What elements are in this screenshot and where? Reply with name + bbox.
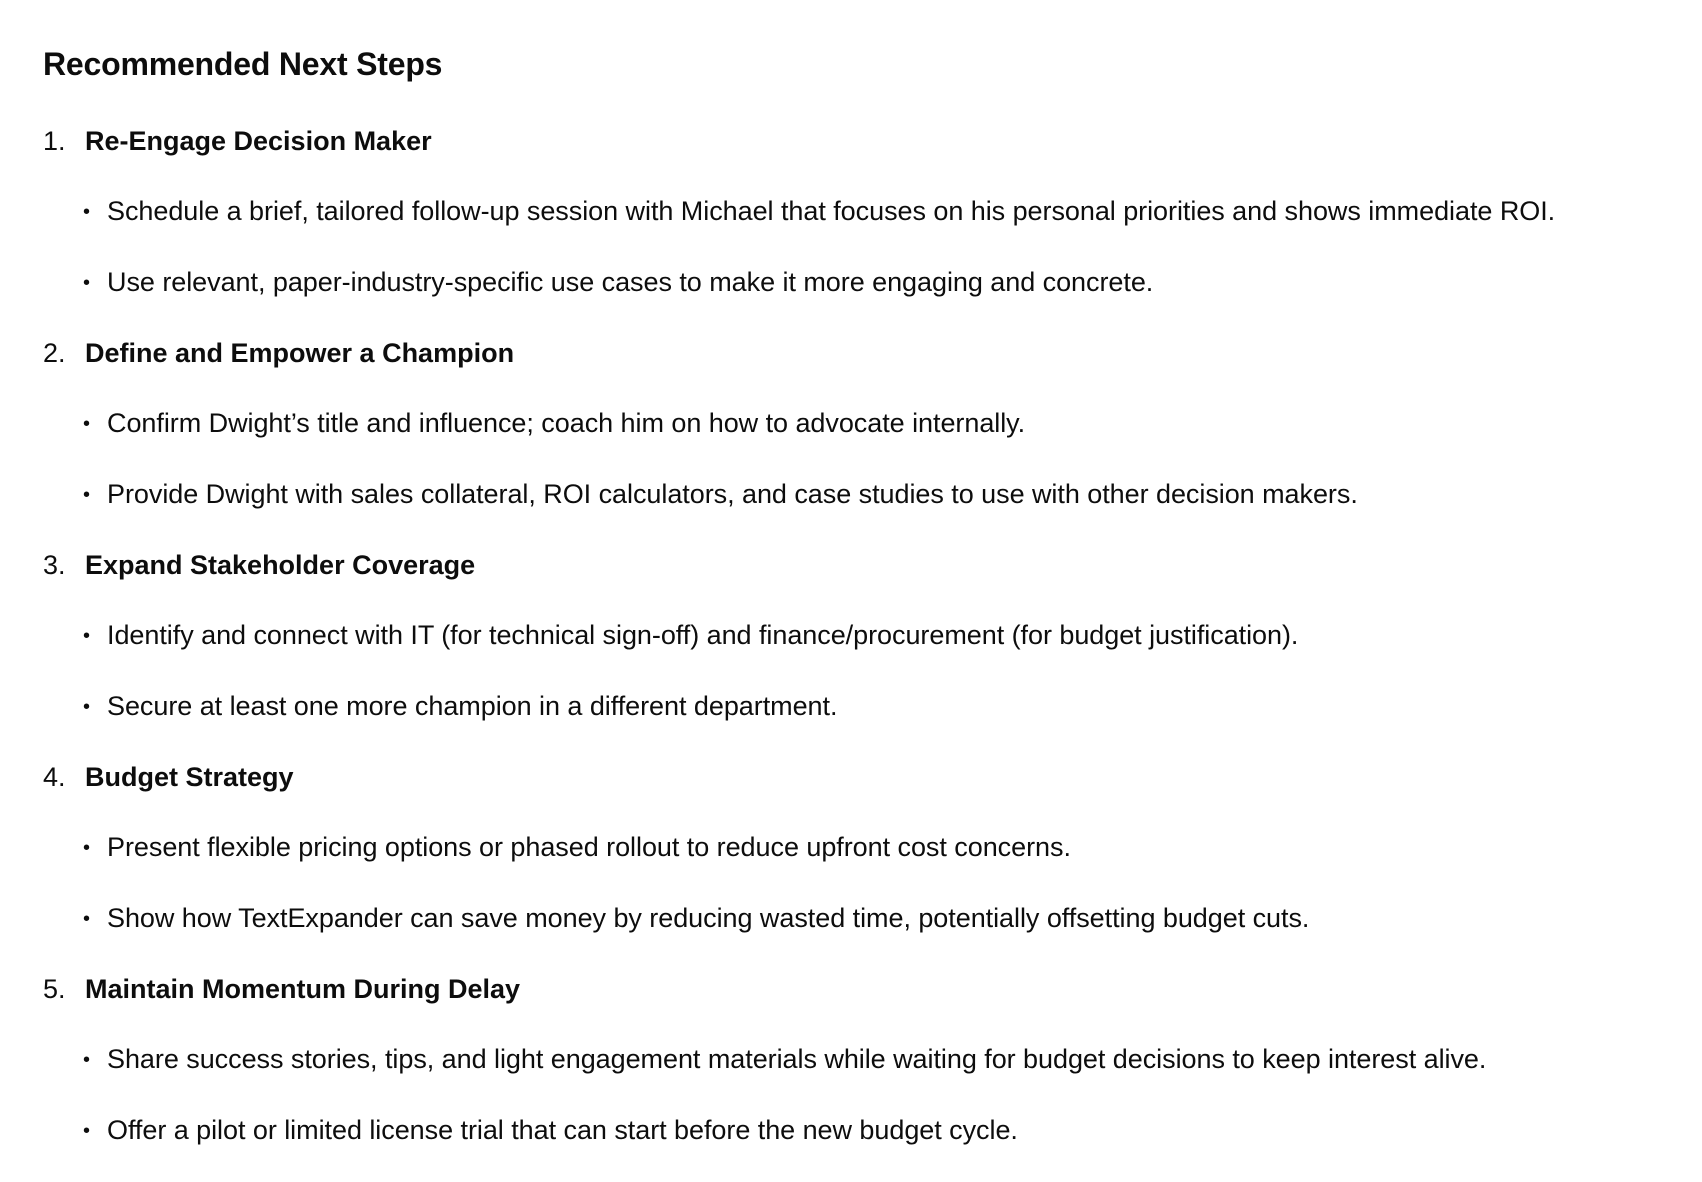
step-item	[43, 530, 1683, 742]
bullet-item	[43, 600, 1683, 671]
bullet-item	[43, 176, 1683, 247]
step-number: 2.	[43, 337, 66, 368]
step-title: Re-Engage Decision Maker	[85, 125, 432, 156]
bullet-dot-icon: •	[83, 908, 91, 930]
bullet-text: Identify and connect with IT (for technical sign-off) and finance/procurement (for budget justification).	[107, 620, 1299, 650]
bullet-dot-icon: •	[83, 1049, 91, 1071]
bullet-item	[43, 883, 1683, 954]
step-title: Maintain Momentum During Delay	[85, 973, 521, 1004]
bullet-text: Schedule a brief, tailored follow-up session with Michael that focuses on his personal priorities and shows immediate ROI.	[107, 196, 1556, 226]
bullet-dot-icon: •	[83, 484, 91, 506]
bullet-text: Offer a pilot or limited license trial that can start before the new budget cycle.	[107, 1115, 1018, 1145]
step-title: Budget Strategy	[85, 761, 294, 792]
step-heading	[43, 530, 1683, 600]
step-number: 3.	[43, 549, 66, 580]
bullet-text: Confirm Dwight’s title and influence; coach him on how to advocate internally.	[107, 408, 1026, 438]
bullet-text: Show how TextExpander can save money by reducing wasted time, potentially offsetting budget cuts.	[107, 903, 1310, 933]
step-item	[43, 318, 1683, 530]
step-heading	[43, 954, 1683, 1024]
bullet-item	[43, 812, 1683, 883]
bullet-item	[43, 1024, 1683, 1095]
bullet-dot-icon: •	[83, 201, 91, 223]
bullet-item	[43, 459, 1683, 530]
step-item	[43, 954, 1683, 1166]
bullet-item	[43, 388, 1683, 459]
bullet-dot-icon: •	[83, 696, 91, 718]
bullet-text: Provide Dwight with sales collateral, ROI calculators, and case studies to use with other decision makers.	[107, 479, 1358, 509]
bullet-dot-icon: •	[83, 837, 91, 859]
bullet-dot-icon: •	[83, 1120, 91, 1142]
bullet-item	[43, 247, 1683, 318]
step-bullets	[43, 812, 1683, 954]
step-number: 5.	[43, 973, 66, 1004]
step-bullets	[43, 176, 1683, 318]
page-title: Recommended Next Steps	[43, 46, 443, 82]
step-item	[43, 742, 1683, 954]
bullet-text: Present flexible pricing options or phased rollout to reduce upfront cost concerns.	[107, 832, 1071, 862]
bullet-item	[43, 1095, 1683, 1166]
step-bullets	[43, 600, 1683, 742]
step-title: Expand Stakeholder Coverage	[85, 549, 476, 580]
step-heading	[43, 318, 1683, 388]
bullet-dot-icon: •	[83, 272, 91, 294]
step-heading	[43, 106, 1683, 176]
bullet-text: Secure at least one more champion in a different department.	[107, 691, 838, 721]
step-item	[43, 106, 1683, 318]
step-bullets	[43, 388, 1683, 530]
bullet-text: Use relevant, paper-industry-specific use cases to make it more engaging and concrete.	[107, 267, 1154, 297]
step-heading	[43, 742, 1683, 812]
document	[43, 40, 1683, 1166]
steps-list	[43, 106, 1683, 1166]
step-number: 1.	[43, 125, 66, 156]
bullet-text: Share success stories, tips, and light engagement materials while waiting for budget decisions to keep interest alive.	[107, 1044, 1487, 1074]
step-title: Define and Empower a Champion	[85, 337, 515, 368]
bullet-dot-icon: •	[83, 413, 91, 435]
step-bullets	[43, 1024, 1683, 1166]
bullet-item	[43, 671, 1683, 742]
bullet-dot-icon: •	[83, 625, 91, 647]
step-number: 4.	[43, 761, 66, 792]
